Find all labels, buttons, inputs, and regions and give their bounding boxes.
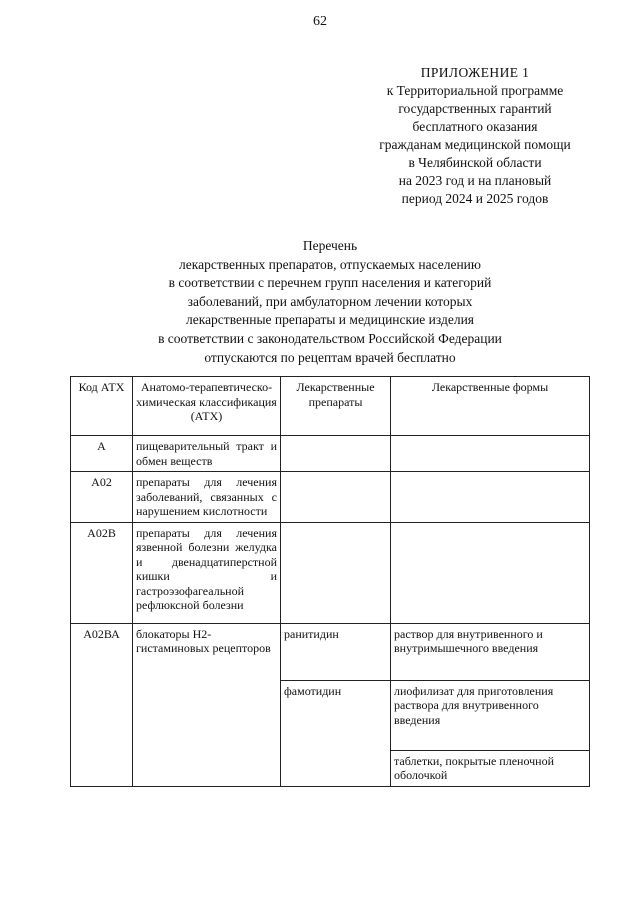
appendix-line: гражданам медицинской помощи [379,137,571,152]
header-code: Код АТХ [71,377,133,436]
atx-code: А02 [71,472,133,523]
heading-line: отпускаются по рецептам врачей бесплатно [204,349,456,365]
table-row [71,472,590,523]
drug-name: фамотидин [281,680,391,786]
medicines-table [70,376,590,787]
appendix-line: период 2024 и 2025 годов [401,191,549,206]
form-cell [391,436,590,472]
atx-classification: блокаторы Н2-гистаминовых рецепторов [133,623,281,786]
form-cell [391,522,590,623]
drug-form: таблетки, покрытые пленочной оболочкой [391,750,590,786]
atx-code: А [71,436,133,472]
drug-cell [281,522,391,623]
appendix-line: государственных гарантий [398,101,552,116]
drug-name: ранитидин [281,623,391,680]
table-header-row [71,377,590,436]
heading-line: лекарственных препаратов, отпускаемых населению [179,256,481,272]
appendix-title: ПРИЛОЖЕНИЕ 1 [420,65,530,80]
heading-title: Перечень [302,238,358,253]
table-row [71,522,590,623]
table-row [71,623,590,680]
atx-classification: препараты для лечения язвенной болезни желудка и двенадцатиперстной кишки и гастроэзофагеальной рефлюксной болезни [133,522,281,623]
heading-line: лекарственные препараты и медицинские изделия [185,312,475,328]
atx-classification: пищеварительный тракт и обмен веществ [133,436,281,472]
page-number: 62 [313,14,327,29]
appendix-line: бесплатного оказания [412,119,538,134]
atx-classification: препараты для лечения заболеваний, связанных с нарушением кислотности [133,472,281,523]
drug-form: лиофилизат для приготовления раствора для внутривенного введения [391,680,590,750]
appendix-line: к Территориальной программе [386,83,564,98]
heading-line: в соответствии с перечнем групп населения и категорий [168,275,492,291]
atx-code: А02В [71,522,133,623]
appendix-block [340,64,610,208]
heading-line: в соответствии с законодательством Российской Федерации [158,330,502,346]
drug-cell [281,472,391,523]
form-cell [391,472,590,523]
appendix-line: в Челябинской области [408,155,542,170]
appendix-line: на 2023 год и на плановый [398,173,552,188]
header-forms: Лекарственные формы [391,377,590,436]
table-row [71,436,590,472]
drug-form: раствор для внутривенного и внутримышечного введения [391,623,590,680]
header-drugs: Лекарственные препараты [281,377,391,436]
atx-code: А02ВА [71,623,133,786]
header-classification: Анатомо-терапевтическо-химическая классификация (АТХ) [133,377,281,436]
drug-cell [281,436,391,472]
heading-line: заболеваний, при амбулаторном лечении которых [187,293,473,309]
document-heading [100,237,560,367]
